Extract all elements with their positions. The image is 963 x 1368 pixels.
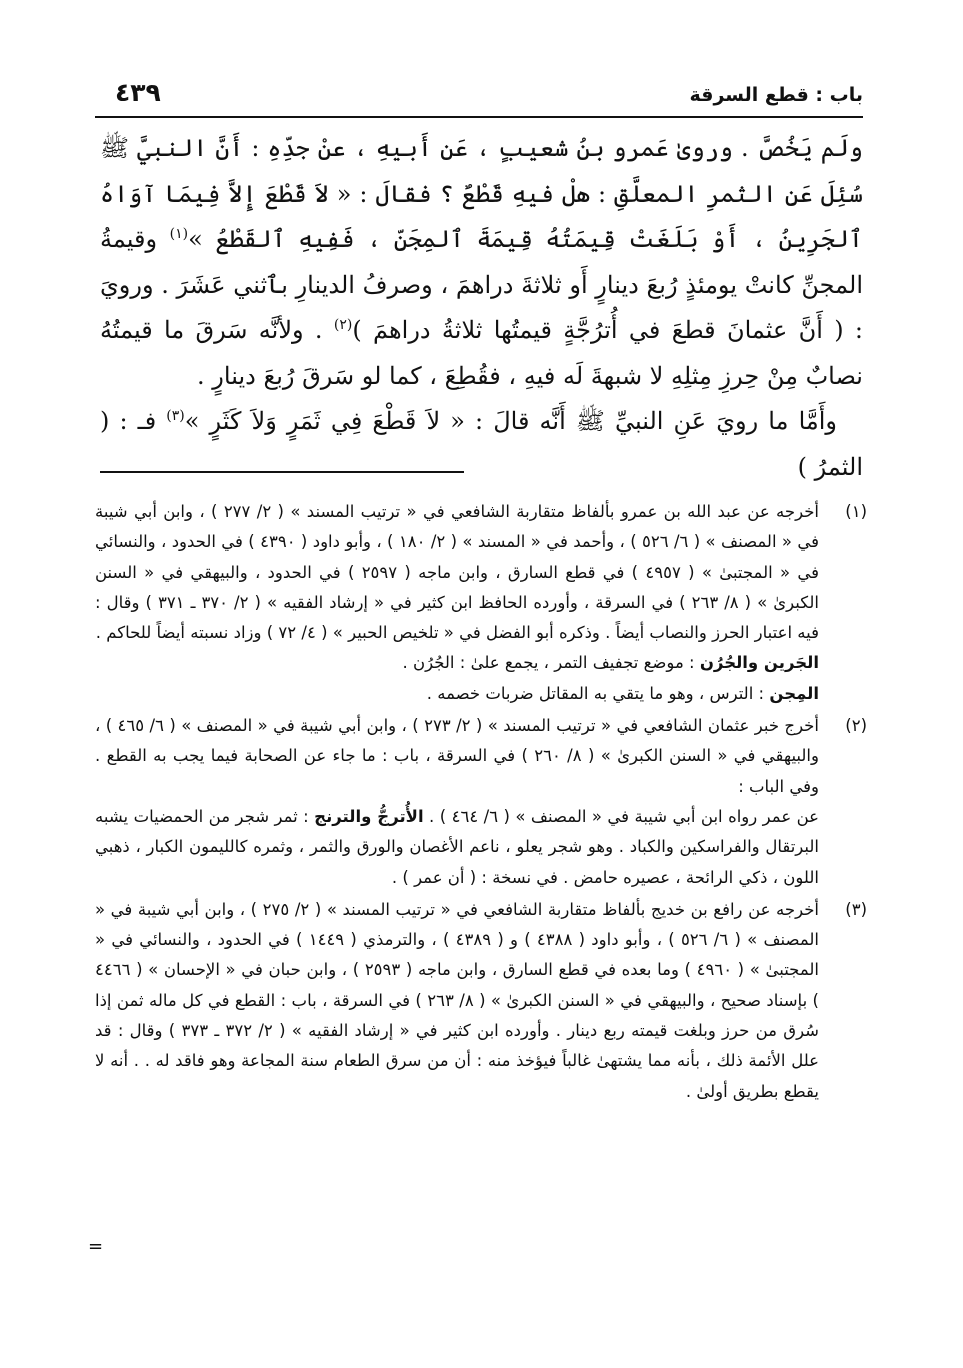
footnote-number: (١) <box>845 502 867 521</box>
footnote-number: (٣) <box>845 899 867 919</box>
main-paragraph-2 <box>100 399 863 490</box>
gloss-definition: : ثمر شجر من الحمضيات يشبه البرتقال والفراسكين والكباد . وهو شجر يعلو ، ناعم الأغصان والورق والثمر ، وثمره كالليمون الكبار ، ذهبي اللون ، ذكي الرائحة ، عصيره حامض . في نسخة : ( أن عمر ) . <box>95 806 819 887</box>
running-title: باب : قطع السرقة <box>689 84 863 106</box>
gloss-term: الجَرين والجُرُن <box>699 653 819 673</box>
footnote-text: أخرجه عن رافع بن خديج بألفاظ متقاربة الشافعي في « ترتيب المسند » ( ٢/ ٢٧٥ ) ، وابن أبي شيبة في « المصنف » ( ٦/ ٥٢٦ ) ، وأبو داود ( ٤٣٨٨ ) و ( ٤٣٨٩ ) ، والترمذي ( ١٤٤٩ ) في الحدود ، والنسائي في « المجتبىٰ » ( ٤٩٦٠ ) وما بعده في قطع السارق ، وابن ماجه ( ٢٥٩٣ ) ، وابن حبان في « الإحسان » ( ٤٤٦٦ ) بإسناد صحيح ، والبيهقي في « السنن الكبرىٰ » ( ٨/ ٢٦٣ ) في السرقة ، باب : القطع في كل ماله ثمن إذا سُرق من حرز وبلغت قيمته ربع دينار . وأورده ابن كثير في « إرشاد الفقيه » ( ٢/ ٣٧٢ ـ ٣٧٣ ) وقال : قد علل الأئمة ذلك ، بأنه مما يشتهىٰ غالباً فيؤخذ منه : أن من سرق الطعام سنة المجاعة وهو فاقد له . . أنه لا يقطع بطريق أولىٰ . <box>95 899 820 1101</box>
main-text-segment: . ولأنَّه سَرقَ ما قيمتُهُ نصابٌ مِنْ حِرزِ مِثلِهِ لا شبهةَ لَه فيهِ ، فقُطِعَ ، كما لو سَرقَ رُبعَ دينارٍ . <box>100 316 863 390</box>
footnote-gloss <box>95 648 819 678</box>
footnote-3 <box>95 895 867 1107</box>
footnote-gloss <box>95 679 819 709</box>
page-number: ٤٣٩ <box>115 78 161 107</box>
footnote-2 <box>95 711 867 893</box>
main-text-segment: وأَمَّا ما رويَ عَنِ النبيِّ ﷺ أَنَّه قالَ : « لاَ قَطْعَ فِي ثَمَرٍ وَلاَ كَثَرٍ » <box>184 407 837 435</box>
footnote-number: (٢) <box>845 716 867 736</box>
footnote-text: أخرجه عن عبد الله بن عمرو بألفاظ متقاربة الشافعي في « ترتيب المسند » ( ٢/ ٢٧٧ ) ، وابن أبي شيبة في « المصنف » ( ٦/ ٥٢٦ ) ، وأحمد في « المسند » ( ٢/ ١٨٠ ) ، وأبو داود ( ٤٣٩٠ ) في الحدود ، والنسائي في « المجتبىٰ » ( ٤٩٥٧ ) في قطع السارق ، وابن ماجه ( ٢٥٩٧ ) في الحدود ، والبيهقي في « السنن الكبرىٰ » ( ٨/ ٢٦٣ ) في السرقة ، وأورده الحافظ ابن كثير في « إرشاد الفقيه » ( ٢/ ٣٧٠ ـ ٣٧١ ) وقال : فيه اعتبار الحرز والنصاب أيضاً . وذكره أبو الفضل في « تلخيص الحبير » ( ٤/ ٧٢ ) وزاد نسبته أيضاً للحاكم . <box>95 502 819 643</box>
footnotes <box>95 497 867 1107</box>
main-text-segment: وقيمةُ المجنِّ كانتْ يومئذٍ رُبعَ دينارٍ أَو ثلاثةَ دراهمَ ، وصرفُ الدينارِ بٱثني عَشَرَ . ورويَ : ( أَنَّ عثمانَ قطعَ في أُترُجَّةٍ قيمتُها ثلاثةُ دراهمَ ) <box>100 225 863 344</box>
gloss-term: المِجن <box>769 683 819 703</box>
footnote-1 <box>95 497 867 709</box>
footnote-text-continued <box>95 802 819 893</box>
main-text <box>100 126 863 490</box>
footnote-ref-2: (٢) <box>333 317 353 333</box>
continuation-mark: = <box>88 1236 104 1257</box>
footnote-ref-1: (١) <box>169 226 189 242</box>
page-header <box>95 80 863 118</box>
gloss-definition: : الترس ، وهو ما يتقي به المقاتل ضربات خصمه . <box>426 683 770 703</box>
main-text-segment: ولَم يَخُصَّ . وروىٰ عَمرو بنُ شعيبٍ ، عَن أَبيهِ ، عنْ جدِّهِ : أَنَّ النبيَّ ﷺ سُئِلَ عَنِ الثمرِ المعلَّقِ : هلْ فيهِ قَطْعٌ ؟ فقالَ : « لاَ قَطْعَ إِلاَّ فِيمَا آوَاهُ ٱلجَرِينُ ، أَوْ بَلَغَتْ قِيمَتُهُ قِيمَةَ ٱلمِجَنِّ ، فَفِيهِ ٱلقَطْعُ » <box>100 134 863 253</box>
footnote-text-segment: عن عمر رواه ابن أبي شيبة في « المصنف » ( ٦/ ٤٦٤ ) . <box>423 806 820 826</box>
footnote-text: أخرج خبر عثمان الشافعي في « ترتيب المسند » ( ٢/ ٢٧٣ ) ، وابن أبي شيبة في « المصنف » ( ٦/ ٤٦٥ ) ، والبيهقي في « السنن الكبرىٰ » ( ٨/ ٢٦٠ ) في السرقة ، باب : ما جاء عن الصحابة فيما يجب به القطع . وفي الباب : <box>95 716 819 796</box>
footnote-ref-3: (٣) <box>166 408 185 424</box>
main-text-segment: فـ : ( الثمرُ ) <box>100 407 863 481</box>
main-paragraph-1 <box>100 126 863 399</box>
footnote-separator <box>100 471 464 473</box>
gloss-definition: : موضع تجفيف التمر ، يجمع علىٰ : الجُرُن . <box>402 653 700 673</box>
gloss-term: الأُترجُّ والترنج <box>314 806 424 826</box>
